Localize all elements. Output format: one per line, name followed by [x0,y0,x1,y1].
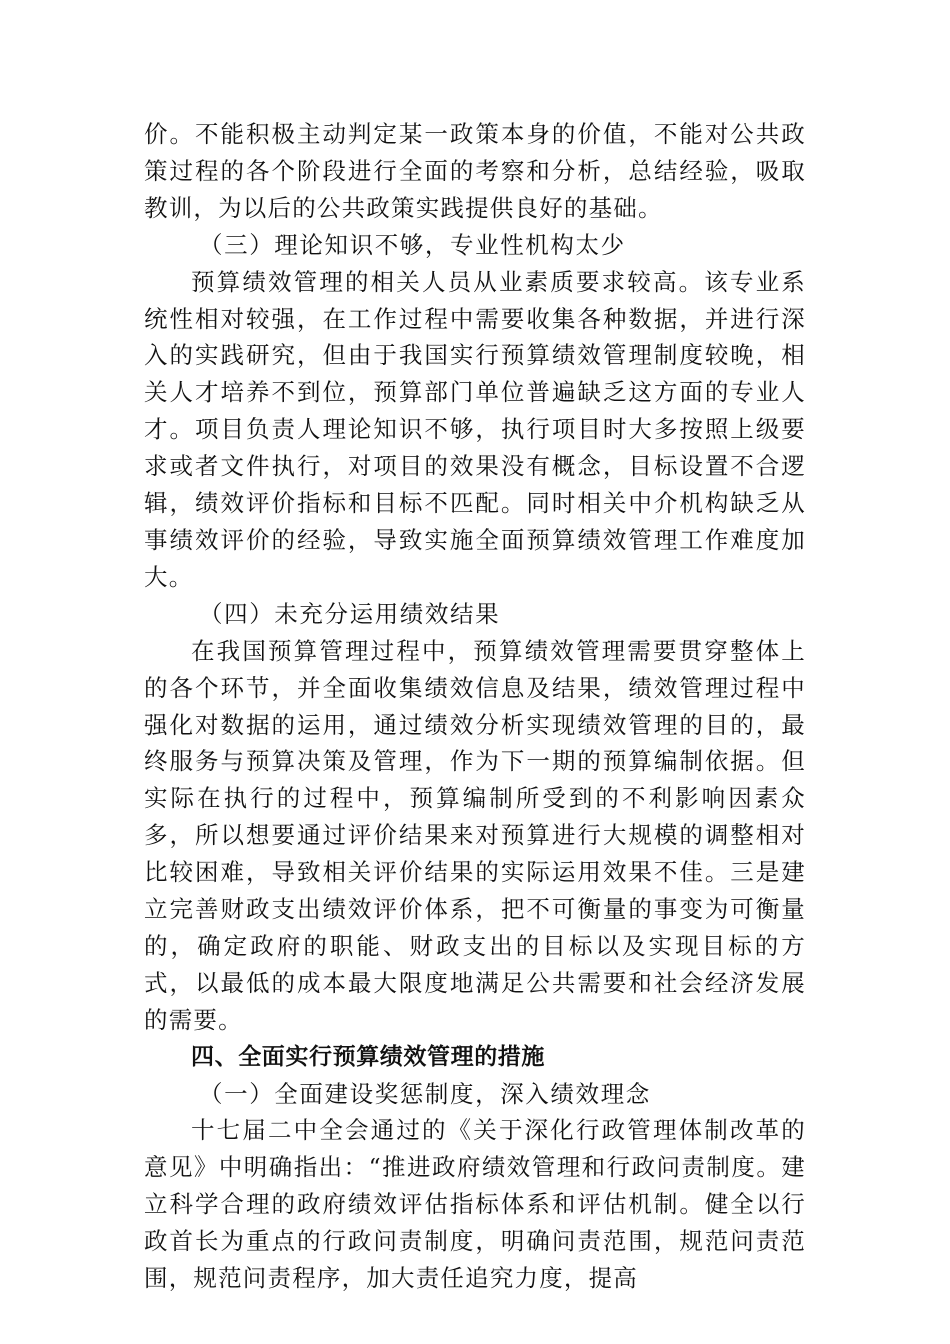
subheading-three: （三）理论知识不够，专业性机构太少 [199,230,626,259]
subheading-four: （四）未充分运用绩效结果 [199,599,501,628]
subheading-one: （一）全面建设奖惩制度，深入绩效理念 [199,1079,651,1108]
section-heading-four: 四、全面实行预算绩效管理的措施 [191,1043,545,1070]
paragraph-continuation: 价。不能积极主动判定某一政策本身的价值，不能对公共政策过程的各个阶段进行全面的考察和分析，总结经验，吸取教训，为以后的公共政策实践提供良好的基础。 [144,120,806,222]
paragraph-reform-opinion: 十七届二中全会通过的《关于深化行政管理体制改革的意见》中明确指出：“推进政府绩效管理和行政问责制度。建立科学合理的政府绩效评估指标体系和评估机制。健全以行政首长为重点的行政问责制度，明确问责范围，规范问责范围，规范问责程序，加大责任追究力度，提高 [144,1116,806,1293]
paragraph-performance-results: 在我国预算管理过程中，预算绩效管理需要贯穿整体上的各个环节，并全面收集绩效信息及结果，绩效管理过程中强化对数据的运用，通过绩效分析实现绩效管理的目的，最终服务与预算决策及管理，作为下一期的预算编制依据。但实际在执行的过程中，预算编制所受到的不利影响因素众多，所以想要通过评价结果来对预算进行大规模的调整相对比较困难，导致相关评价结果的实际运用效果不佳。三是建立完善财政支出绩效评价体系，把不可衡量的事变为可衡量的，确定政府的职能、财政支出的目标以及实现目标的方式，以最低的成本最大限度地满足公共需要和社会经济发展的需要。 [144,636,806,1034]
paragraph-qualification: 预算绩效管理的相关人员从业素质要求较高。该专业系统性相对较强，在工作过程中需要收集各种数据，并进行深入的实践研究，但由于我国实行预算绩效管理制度较晚，相关人才培养不到位，预算部门单位普遍缺乏这方面的专业人才。项目负责人理论知识不够，执行项目时大多按照上级要求或者文件执行，对项目的效果没有概念，目标设置不合逻辑，绩效评价指标和目标不匹配。同时相关中介机构缺乏从事绩效评价的经验，导致实施全面预算绩效管理工作难度加大。 [144,267,806,591]
document-page [144,116,806,1297]
